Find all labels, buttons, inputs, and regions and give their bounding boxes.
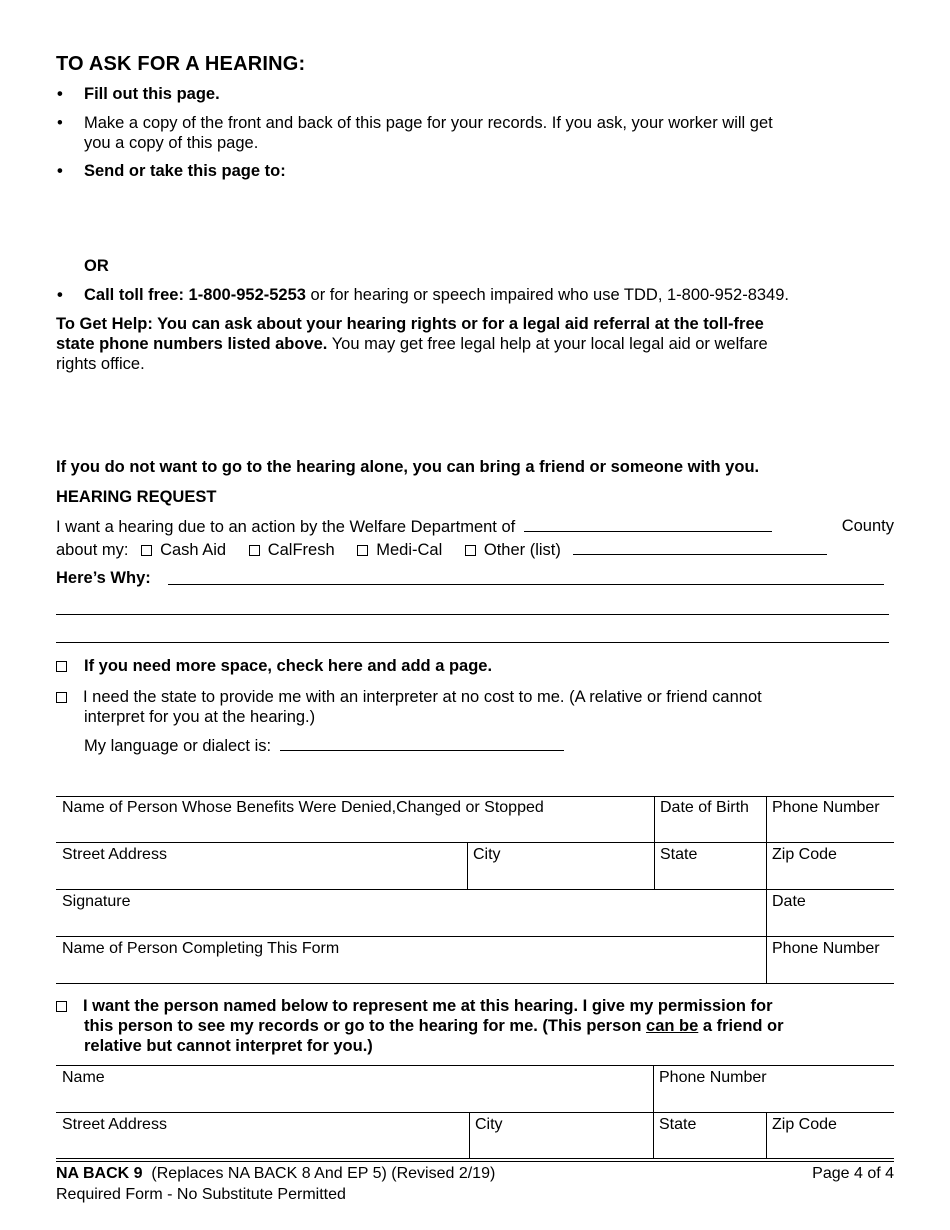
required-form-note: Required Form - No Substitute Permitted bbox=[56, 1186, 346, 1203]
help-line-2: You may get free legal help at your local legal aid or welfare bbox=[327, 335, 768, 353]
applicant-zip-field[interactable]: Zip Code bbox=[772, 846, 837, 863]
reason-line-2[interactable] bbox=[56, 614, 889, 615]
table-rule bbox=[56, 936, 894, 937]
table-rule bbox=[653, 1065, 654, 1158]
other-label: Other (list) bbox=[483, 541, 561, 559]
page-number: Page 4 of 4 bbox=[812, 1165, 894, 1182]
about-my-label: about my: bbox=[56, 541, 129, 559]
language-label: My language or dialect is: bbox=[84, 737, 272, 755]
friend-note: If you do not want to go to the hearing alone, you can bring a friend or someone with you. bbox=[56, 458, 760, 476]
table-rule bbox=[654, 796, 655, 889]
language-field[interactable] bbox=[280, 735, 564, 751]
table-rule bbox=[56, 1112, 894, 1113]
interpreter-line-2: interpret for you at the hearing.) bbox=[84, 708, 316, 726]
help-line-1: To Get Help: You can ask about your hearing rights or for a legal aid referral at the toll-free bbox=[56, 315, 764, 333]
representative-line-1: I want the person named below to represent me at this hearing. I give my permission for bbox=[83, 997, 773, 1015]
language-line bbox=[84, 735, 564, 756]
help-line-3: rights office. bbox=[56, 355, 145, 373]
table-rule bbox=[56, 983, 894, 984]
completer-phone-field[interactable]: Phone Number bbox=[772, 940, 880, 957]
county-label: County bbox=[841, 517, 894, 535]
option-cash-aid[interactable] bbox=[141, 541, 226, 559]
interpreter-line-1: I need the state to provide me with an interpreter at no cost to me. (A relative or friend cannot bbox=[83, 688, 762, 706]
applicant-name-field[interactable]: Name of Person Whose Benefits Were Denied,Changed or Stopped bbox=[62, 799, 544, 816]
representative-state-field[interactable]: State bbox=[659, 1116, 697, 1133]
table-rule bbox=[56, 1158, 894, 1159]
medi-cal-label: Medi-Cal bbox=[376, 541, 443, 559]
hearing-request-title: HEARING REQUEST bbox=[56, 488, 217, 506]
applicant-state-field[interactable]: State bbox=[660, 846, 698, 863]
table-rule bbox=[56, 1065, 894, 1066]
table-rule bbox=[467, 842, 468, 889]
footer-divider bbox=[56, 1161, 894, 1162]
date-field[interactable]: Date bbox=[772, 893, 806, 910]
representative-line-2b: a friend or bbox=[698, 1017, 784, 1035]
representative-zip-field[interactable]: Zip Code bbox=[772, 1116, 837, 1133]
more-space-checkbox[interactable] bbox=[56, 661, 67, 672]
representative-line-2 bbox=[84, 1016, 784, 1036]
can-be-underlined: can be bbox=[646, 1017, 699, 1035]
table-rule bbox=[469, 1112, 470, 1158]
cash-aid-checkbox[interactable] bbox=[141, 545, 152, 556]
table-rule bbox=[56, 889, 894, 890]
calfresh-checkbox[interactable] bbox=[249, 545, 260, 556]
representative-option[interactable] bbox=[56, 996, 773, 1016]
help-paragraph bbox=[56, 314, 768, 374]
table-rule bbox=[56, 796, 894, 797]
other-field[interactable] bbox=[573, 539, 827, 555]
interpreter-option[interactable] bbox=[56, 687, 762, 707]
bullet-mark: • bbox=[57, 286, 63, 304]
bullet-mark: • bbox=[57, 85, 63, 103]
interpreter-checkbox[interactable] bbox=[56, 692, 67, 703]
medi-cal-checkbox[interactable] bbox=[357, 545, 368, 556]
tdd-text: or for hearing or speech impaired who use TDD, 1-800-952-8349. bbox=[305, 286, 789, 304]
representative-name-field[interactable]: Name bbox=[62, 1069, 105, 1086]
representative-line-2a: this person to see my records or go to the hearing for me. (This person bbox=[84, 1017, 647, 1035]
table-rule bbox=[766, 1112, 767, 1158]
option-medi-cal[interactable] bbox=[357, 541, 442, 559]
representative-city-field[interactable]: City bbox=[475, 1116, 503, 1133]
date-of-birth-field[interactable]: Date of Birth bbox=[660, 799, 749, 816]
reason-line-3[interactable] bbox=[56, 642, 889, 643]
table-rule bbox=[56, 842, 894, 843]
bullet-mark: • bbox=[57, 114, 63, 132]
form-revision: (Replaces NA BACK 8 And EP 5) (Revised 2/19) bbox=[151, 1165, 496, 1182]
more-space-label: If you need more space, check here and add a page. bbox=[84, 657, 493, 675]
or-label: OR bbox=[84, 257, 109, 275]
option-other[interactable] bbox=[465, 541, 561, 559]
bullet-text: Fill out this page. bbox=[84, 85, 220, 103]
welfare-department-line bbox=[56, 516, 894, 537]
calfresh-label: CalFresh bbox=[267, 541, 335, 559]
representative-checkbox[interactable] bbox=[56, 1001, 67, 1012]
more-space-option[interactable] bbox=[56, 656, 492, 676]
representative-phone-field[interactable]: Phone Number bbox=[659, 1069, 767, 1086]
representative-line-3: relative but cannot interpret for you.) bbox=[84, 1037, 373, 1055]
page-title: TO ASK FOR A HEARING: bbox=[56, 53, 306, 75]
bullet-text: Send or take this page to: bbox=[84, 162, 286, 180]
welfare-department-text: I want a hearing due to an action by the Welfare Department of bbox=[56, 518, 516, 536]
option-calfresh[interactable] bbox=[249, 541, 335, 559]
other-checkbox[interactable] bbox=[465, 545, 476, 556]
table-rule bbox=[766, 796, 767, 983]
signature-field[interactable]: Signature bbox=[62, 893, 131, 910]
bullet-mark: • bbox=[57, 162, 63, 180]
applicant-street-field[interactable]: Street Address bbox=[62, 846, 167, 863]
bullet-text: Make a copy of the front and back of this page for your records. If you ask, your worker will get bbox=[84, 114, 773, 132]
form-id: NA BACK 9 bbox=[56, 1165, 143, 1182]
help-line-2-bold: state phone numbers listed above. bbox=[56, 335, 328, 353]
toll-free-number: Call toll free: 1-800-952-5253 bbox=[84, 286, 306, 304]
footer-form-id-line bbox=[56, 1165, 495, 1183]
cash-aid-label: Cash Aid bbox=[160, 541, 227, 559]
applicant-city-field[interactable]: City bbox=[473, 846, 501, 863]
heres-why-label: Here’s Why: bbox=[56, 569, 151, 587]
about-my-line bbox=[56, 539, 827, 560]
applicant-phone-field[interactable]: Phone Number bbox=[772, 799, 880, 816]
heres-why-field[interactable] bbox=[168, 584, 884, 585]
county-field[interactable] bbox=[524, 516, 772, 532]
bullet-text-cont: you a copy of this page. bbox=[84, 134, 259, 152]
completer-name-field[interactable]: Name of Person Completing This Form bbox=[62, 940, 340, 957]
representative-street-field[interactable]: Street Address bbox=[62, 1116, 167, 1133]
